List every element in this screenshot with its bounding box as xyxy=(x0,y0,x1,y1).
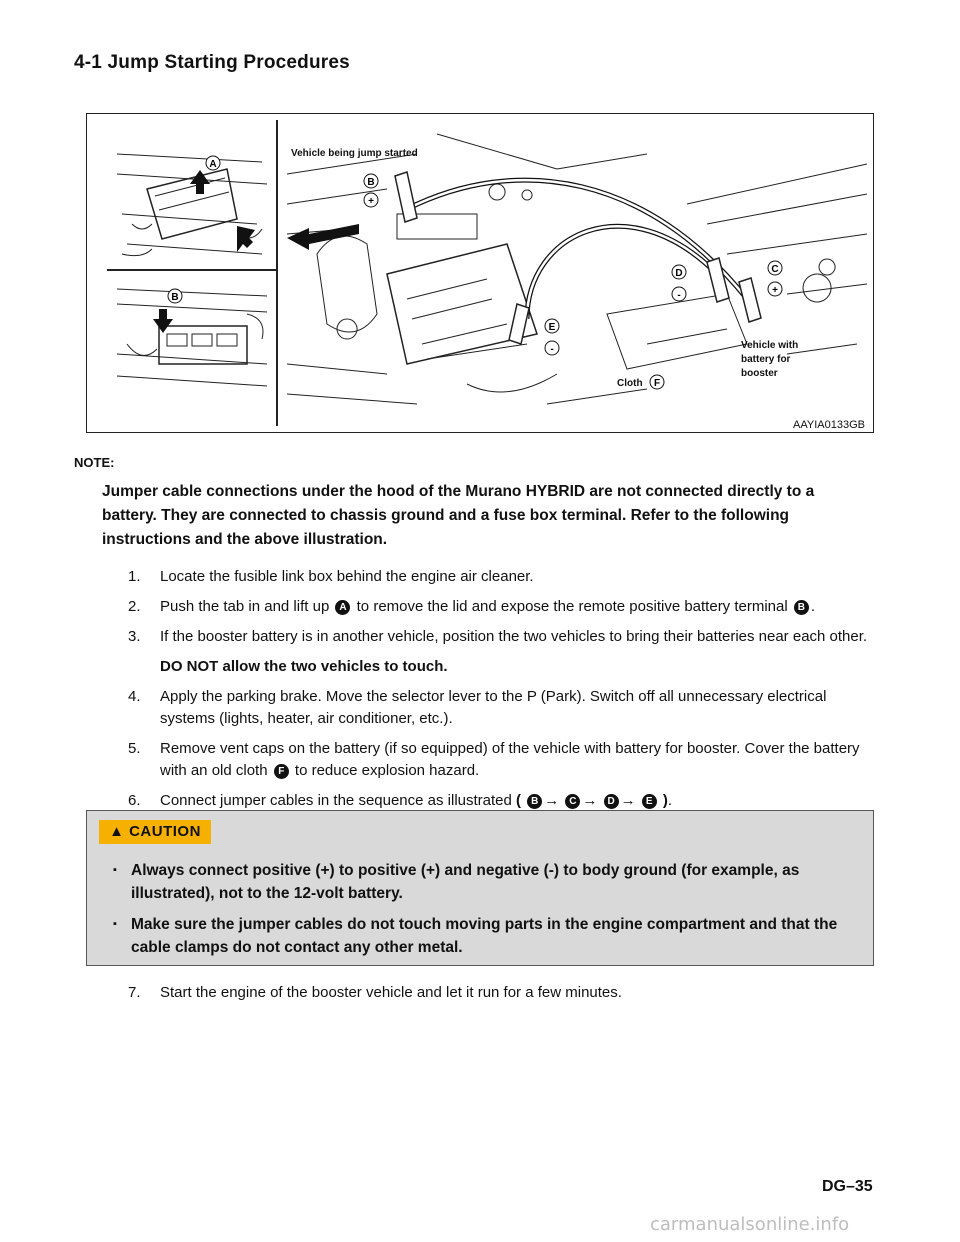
callout-e: E xyxy=(548,322,556,333)
step-text: Apply the parking brake. Move the selector lever to the P (Park). Switch off all unnecessary electrical systems (lights, heater, air conditioner, etc.). xyxy=(160,688,827,727)
callout-b-marker: B xyxy=(794,600,809,615)
step-number: 6. xyxy=(128,792,141,809)
sequence-close: ) xyxy=(662,792,668,809)
jump-start-illustration xyxy=(86,113,874,433)
procedure-steps xyxy=(128,566,878,820)
seq-arrow: → xyxy=(582,792,598,809)
page-number: DG–35 xyxy=(822,1178,873,1195)
seq-d: D xyxy=(604,794,619,809)
figure-code: AAYIA0133GB xyxy=(793,419,865,431)
step-7 xyxy=(128,982,878,1012)
step-1 xyxy=(128,566,878,588)
caution-list xyxy=(113,859,861,967)
seq-c: C xyxy=(565,794,580,809)
callout-b: B xyxy=(367,177,375,188)
note-label: NOTE: xyxy=(74,455,115,470)
plus-sign-b: + xyxy=(368,196,374,207)
step-3 xyxy=(128,626,878,678)
watermark: carmanualsonline.info xyxy=(650,1214,850,1235)
seq-arrow: → xyxy=(620,792,636,809)
vehicle-jump-label: Vehicle being jump started xyxy=(291,148,418,159)
step-2 xyxy=(128,596,878,618)
step-number: 2. xyxy=(128,598,141,615)
step-number: 3. xyxy=(128,628,141,645)
callout-a-marker: A xyxy=(335,600,350,615)
step-number: 5. xyxy=(128,740,141,757)
note-text: Jumper cable connections under the hood of the Murano HYBRID are not connected directly to a battery. They are connected to chassis ground and a fuse box terminal. Refer to the following instructions and the above illustration. xyxy=(102,483,815,548)
caution-label: CAUTION xyxy=(129,823,201,840)
step-text: Locate the fusible link box behind the engine air cleaner. xyxy=(160,568,534,585)
step-number: 1. xyxy=(128,568,141,585)
caution-item: ▪ Make sure the jumper cables do not touch moving parts in the engine compartment and that the cable clamps do not contact any other metal. xyxy=(113,913,861,959)
step-text: Push the tab in and lift up xyxy=(160,598,330,615)
booster-label-line2: battery for xyxy=(741,354,791,365)
sequence-open: ( xyxy=(516,792,522,809)
minus-sign-d: - xyxy=(677,290,681,301)
caution-box xyxy=(86,810,874,966)
seq-e: E xyxy=(642,794,657,809)
seq-arrow: → xyxy=(544,792,560,809)
caution-badge xyxy=(99,820,211,844)
step-end: . xyxy=(810,598,816,615)
engine-compartment-diagram xyxy=(87,114,873,432)
step-6 xyxy=(128,790,878,812)
seq-b: B xyxy=(527,794,542,809)
booster-label-line1: Vehicle with xyxy=(741,340,799,351)
step-end: . xyxy=(667,792,673,809)
step-text: Connect jumper cables in the sequence as illustrated xyxy=(160,792,512,809)
step-number: 7. xyxy=(128,984,141,1001)
step-5 xyxy=(128,738,878,782)
plus-sign-c: + xyxy=(772,285,778,296)
callout-f: F xyxy=(653,378,661,389)
step-text: Remove vent caps on the battery (if so equipped) of the vehicle with battery for booster. Cover the battery with an old cloth xyxy=(160,740,860,779)
caution-item: ▪ Always connect positive (+) to positive (+) and negative (-) to body ground (for example, as illustrated), not to the 12-volt battery. xyxy=(113,859,861,905)
step-text: to remove the lid and expose the remote positive battery terminal xyxy=(356,598,788,615)
callout-c: C xyxy=(771,264,779,275)
warning-triangle-icon: ▲ xyxy=(109,823,125,840)
booster-label-line3: booster xyxy=(741,368,778,379)
callout-a: A xyxy=(209,159,217,170)
callout-d: D xyxy=(675,268,683,279)
callout-b-inset: B xyxy=(171,292,179,303)
callout-f-marker: F xyxy=(274,764,289,779)
step-warning: DO NOT allow the two vehicles to touch. xyxy=(160,658,448,675)
step-text: Start the engine of the booster vehicle and let it run for a few minutes. xyxy=(160,984,622,1001)
cloth-label: Cloth xyxy=(617,378,643,389)
step-number: 4. xyxy=(128,688,141,705)
minus-sign-e: - xyxy=(550,344,554,355)
step-text: to reduce explosion hazard. xyxy=(294,762,480,779)
step-text: If the booster battery is in another vehicle, position the two vehicles to bring their batteries near each other. xyxy=(160,628,868,645)
step-4 xyxy=(128,686,878,730)
page-title: 4-1 Jump Starting Procedures xyxy=(74,52,350,73)
